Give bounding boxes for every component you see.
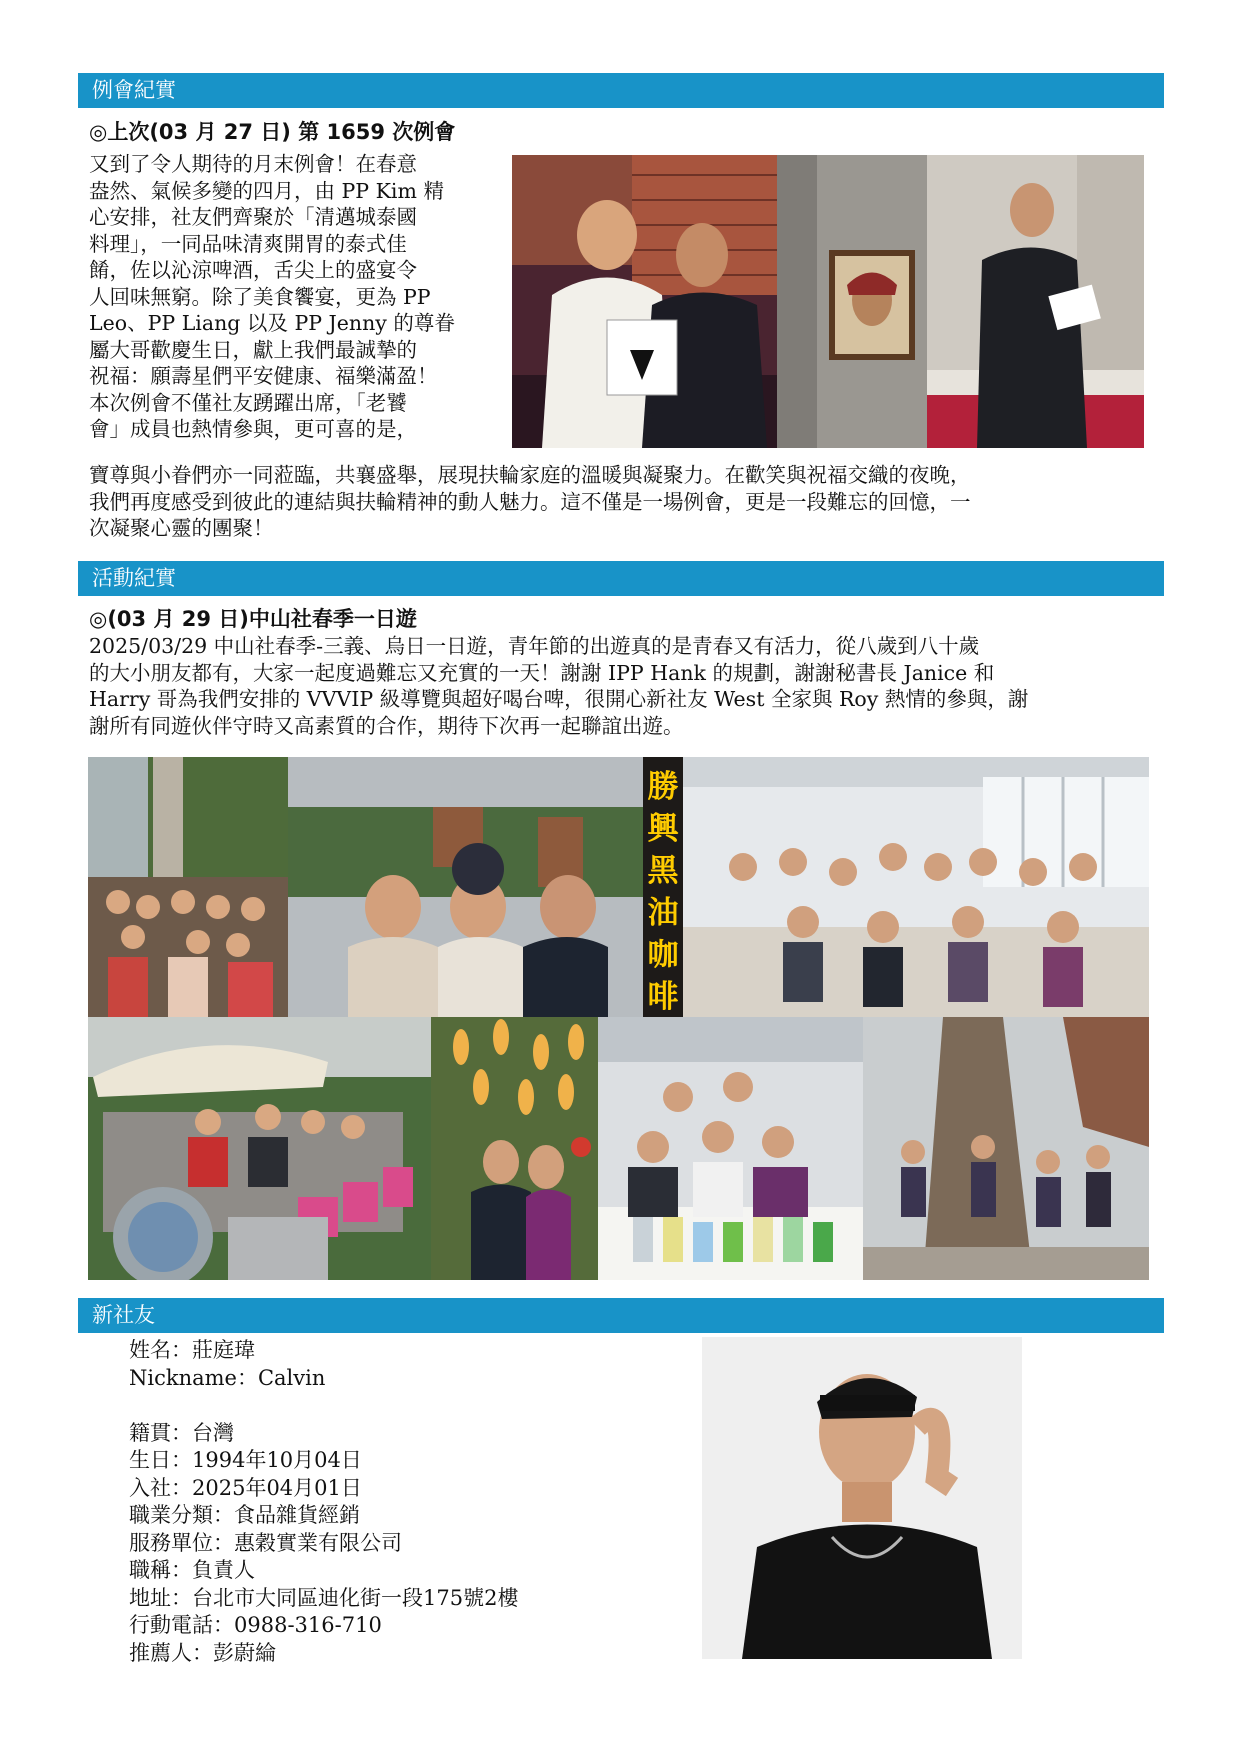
photo-trip-heart-hands <box>288 757 643 1017</box>
meeting-text-continued <box>89 462 1169 542</box>
coffee-shop-sign <box>643 757 683 1017</box>
text-line: 餚，佐以沁涼啤酒，舌尖上的盛宴令 <box>89 258 417 282</box>
activity-heading: ◎(03 月 29 日)中山社春季一日遊 <box>89 607 417 631</box>
text-line: 次凝聚心靈的團聚！ <box>89 516 274 540</box>
photo-meeting-speech <box>927 155 1144 448</box>
photo-trip-ruins-jump <box>863 1017 1149 1280</box>
photo-new-member-portrait <box>702 1337 1022 1659</box>
photo-trip-train <box>88 1017 431 1280</box>
member-info <box>129 1337 518 1667</box>
meeting-heading: ◎上次(03 月 27 日) 第 1659 次例會 <box>89 120 456 144</box>
sign-char: 油 <box>647 895 679 931</box>
member-classification: 職業分類：食品雜貨經銷 <box>129 1503 360 1527</box>
sign-char: 勝 <box>647 769 679 805</box>
member-nickname: Nickname：Calvin <box>129 1365 326 1390</box>
text-line: 會」成員也熱情參與，更可喜的是， <box>89 417 417 441</box>
member-address: 地址：台北市大同區迪化街一段175號2樓 <box>129 1585 519 1610</box>
sign-char: 興 <box>647 811 679 847</box>
text-line: 人回味無窮。除了美食饗宴，更為 PP <box>89 284 431 309</box>
text-line: 料理」，一同品味清爽開胃的泰式佳 <box>89 231 407 256</box>
member-name: 姓名：莊庭瑋 <box>129 1338 255 1362</box>
section-header-meeting: 例會紀實 <box>78 73 1164 108</box>
text-line: 又到了令人期待的月末例會！在春意 <box>89 152 417 176</box>
member-title: 職稱：負責人 <box>129 1558 255 1582</box>
photo-meeting-gift <box>512 155 777 448</box>
blank-line <box>129 1392 518 1420</box>
text-line: 祝福：願壽星們平安健康、福樂滿盈！ <box>89 364 438 388</box>
meeting-text <box>89 151 494 443</box>
member-phone: 行動電話：0988-316-710 <box>129 1613 382 1637</box>
activity-text <box>89 633 1169 739</box>
text-line: 的大小朋友都有，大家一起度過難忘又充實的一天！謝謝 IPP Hank 的規劃，謝謝秘書長 Janice 和 <box>89 660 995 685</box>
sign-char: 黑 <box>647 853 679 889</box>
member-birthday: 生日：1994年10月04日 <box>129 1448 362 1472</box>
text-line: 本次例會不僅社友踴躍出席，「老饕 <box>89 390 407 415</box>
section-header-new-member: 新社友 <box>78 1298 1164 1333</box>
text-line: Leo、PP Liang 以及 PP Jenny 的尊眷 <box>89 311 455 335</box>
text-line: 我們再度感受到彼此的連結與扶輪精神的動人魅力。這不僅是一場例會，更是一段難忘的回憶，一 <box>89 489 971 514</box>
sign-char: 咖 <box>647 937 679 973</box>
sign-char: 啡 <box>647 979 679 1015</box>
text-line: Harry 哥為我們安排的 VVVIP 級導覽與超好喝台啤，很開心新社友 West 全家與 Roy 熱情的參與，謝 <box>89 687 1029 711</box>
text-line: 2025/03/29 中山社春季-三義、烏日一日遊，青年節的出遊真的是青春又有活力，從八歲到八十歲 <box>89 634 980 658</box>
text-line: 謝所有同遊伙伴守時又高素質的合作，期待下次再一起聯誼出遊。 <box>89 713 684 738</box>
text-line: 寶尊與小眷們亦一同蒞臨，共襄盛舉，展現扶輪家庭的溫暖與凝聚力。在歡笑與祝福交織的夜晚， <box>89 463 971 487</box>
text-line: 屬大哥歡慶生日，獻上我們最誠摯的 <box>89 337 417 362</box>
photo-trip-group-sign <box>88 757 288 1017</box>
text-line: 心安排，社友們齊聚於「清邁城泰國 <box>89 205 417 229</box>
photo-meeting-painting <box>777 155 927 448</box>
member-company: 服務單位：惠穀實業有限公司 <box>129 1530 402 1555</box>
member-origin: 籍貫：台灣 <box>129 1420 234 1445</box>
photo-trip-flowers <box>431 1017 598 1280</box>
text-line: 盎然、氣候多變的四月，由 PP Kim 精 <box>89 178 444 203</box>
member-join-date: 入社：2025年04月01日 <box>129 1475 362 1500</box>
section-header-activity: 活動紀實 <box>78 561 1164 596</box>
member-sponsor: 推薦人：彭蔚綸 <box>129 1640 276 1665</box>
photo-trip-beer-table <box>598 1017 863 1280</box>
photo-trip-brewery-group <box>683 757 1149 1017</box>
